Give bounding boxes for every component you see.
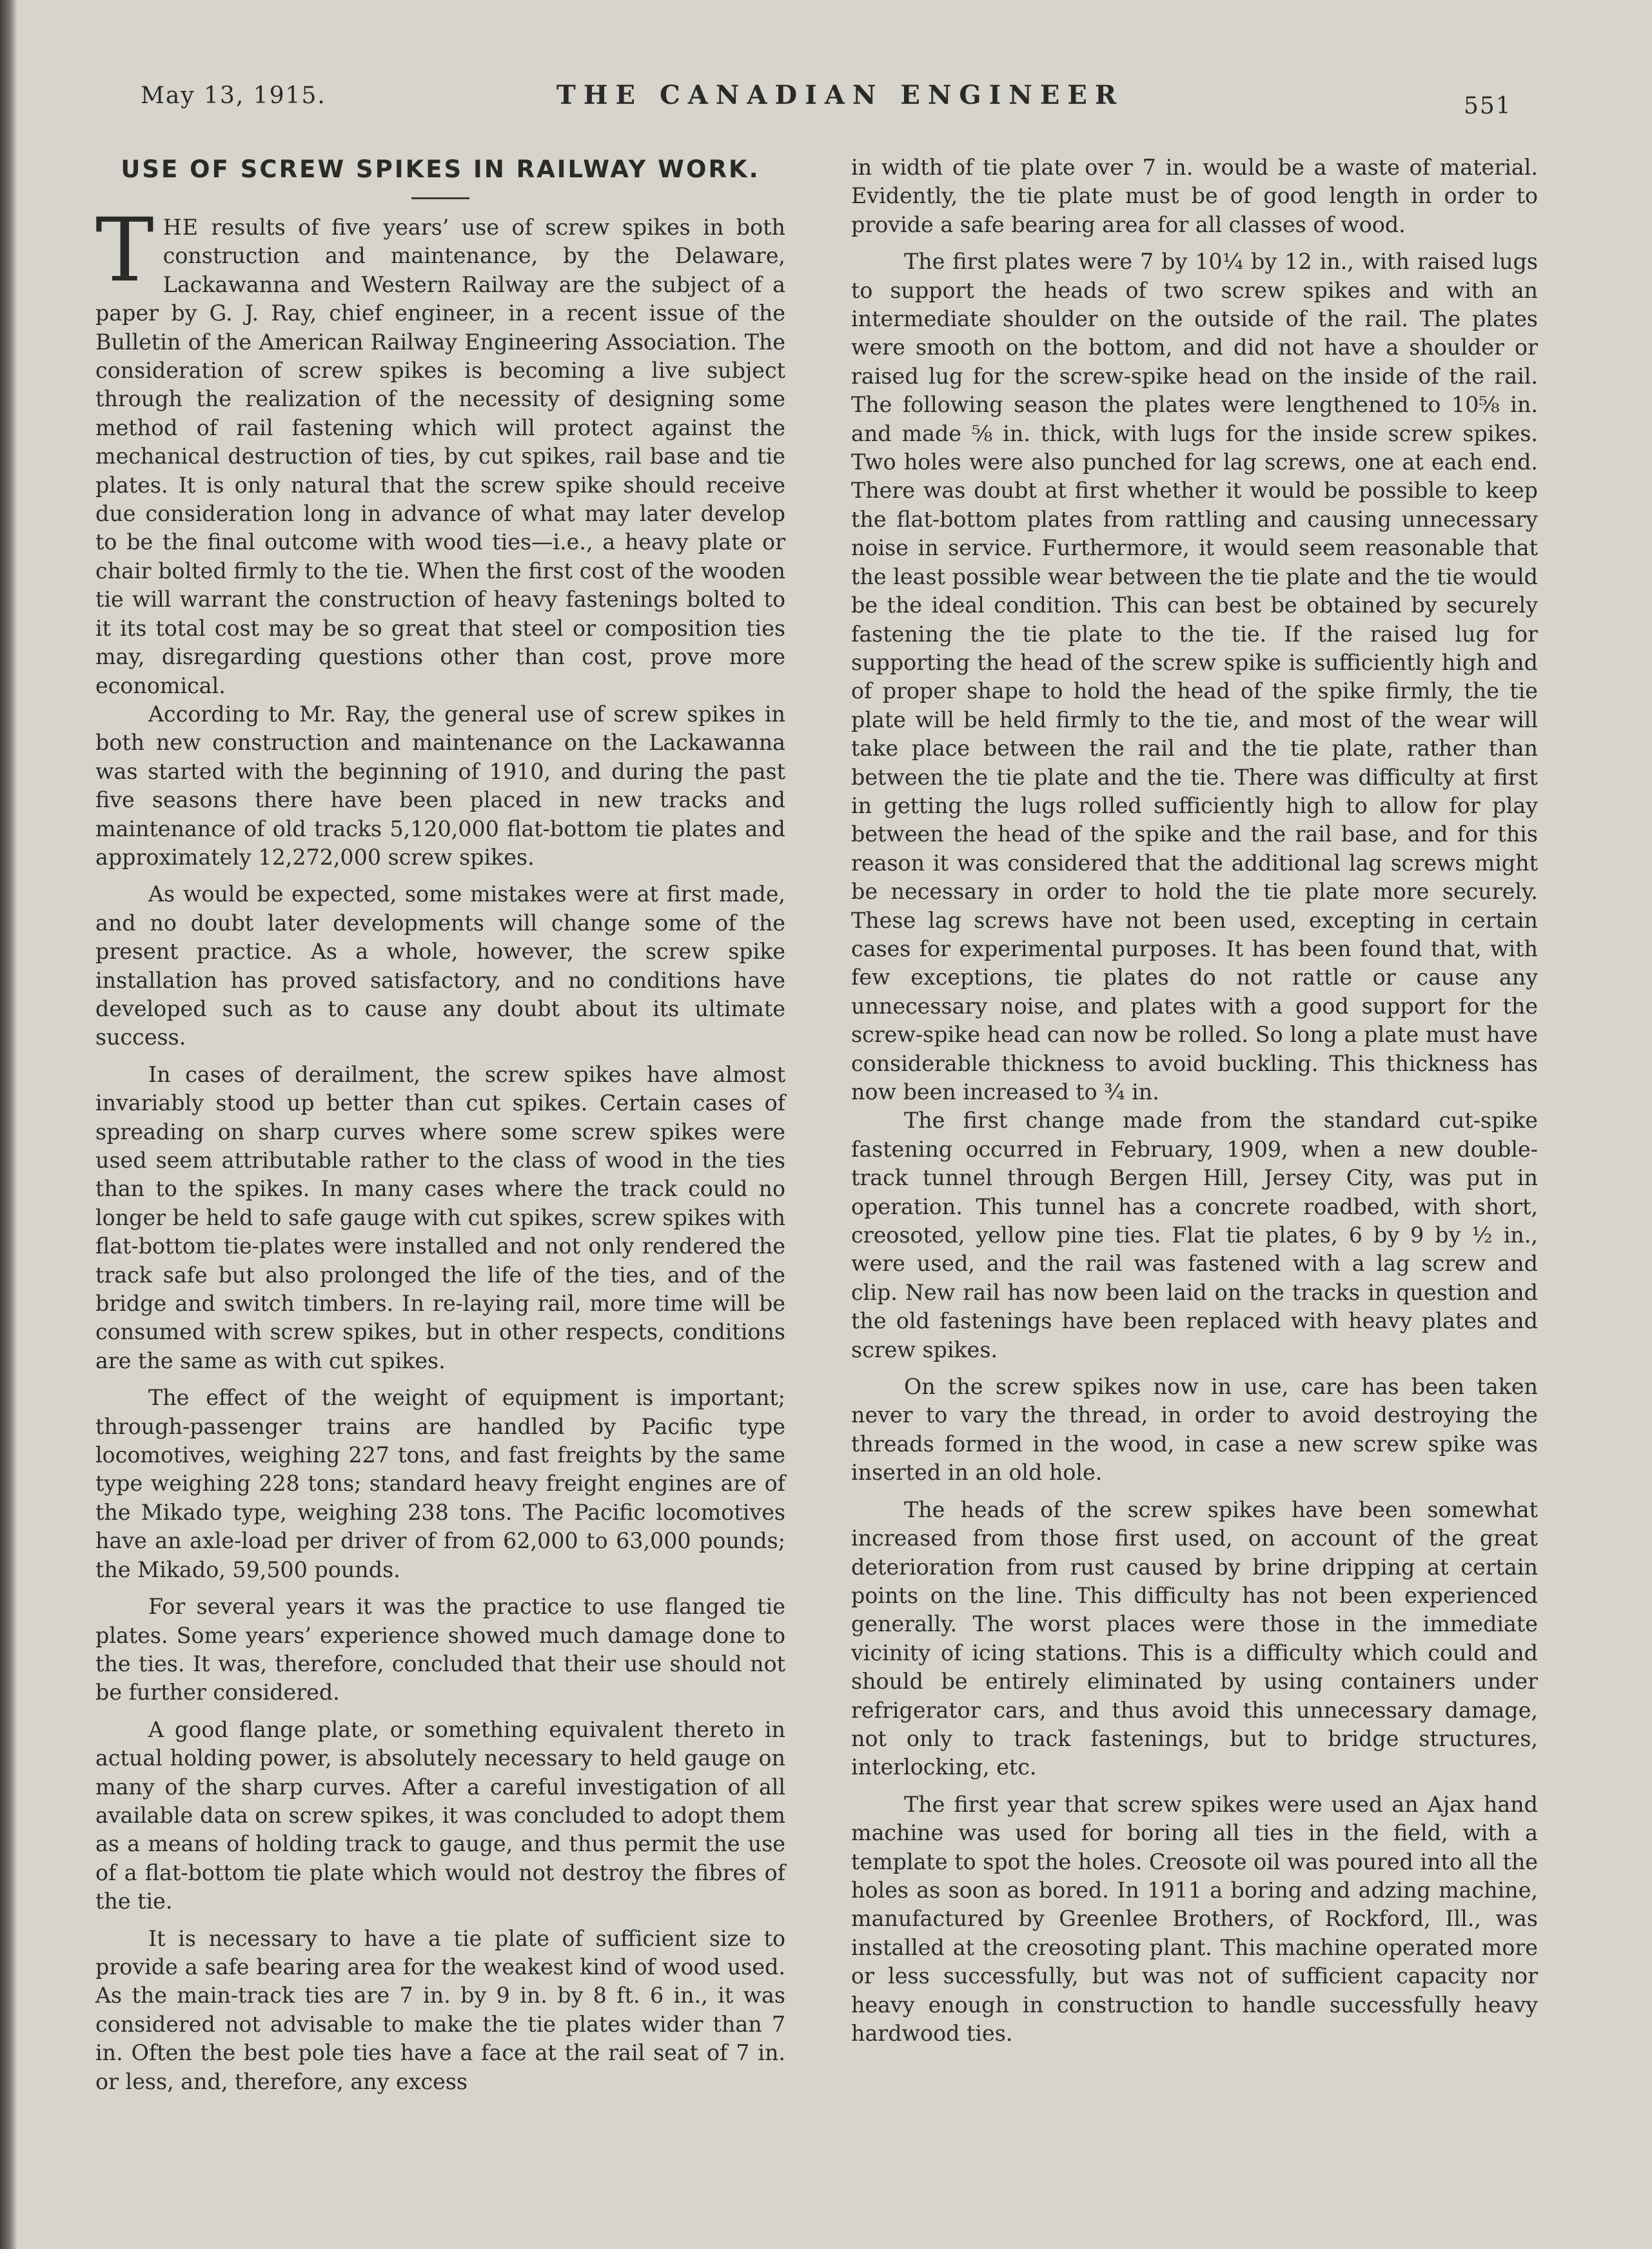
article-paragraph: For several years it was the practice to use flanged tie plates. Some years’ experience showed much damage done to the ties. It was, therefore, concluded that their use should not be further considered. (95, 1594, 785, 1705)
journal-title: THE CANADIAN ENGINEER (556, 80, 1125, 110)
article-paragraph: The first change made from the standard cut-spike fastening occurred in February, 1909, when a new double-track tunnel through Bergen Hill, Jersey City, was put in operation. This tunnel has a concrete roadbed, with short, creosoted, yellow pine ties. Flat tie plates, 6 by 9 by ½ in., were used, and the rail was fastened with a lag screw and clip. New rail has now been laid on the tracks in question and the old fastenings have been replaced with heavy plates and screw spikes. (851, 1108, 1538, 1362)
article-paragraph: The effect of the weight of equipment is important; through-passenger trains are handled by Pacific type locomotives, weighing 227 tons, and fast freights by the same type weighing 228 tons; standard heavy freight engines are of the Mikado type, weighing 238 tons. The Pacific locomotives have an axle-load per driver of from 62,000 to 63,000 pounds; the Mikado, 59,500 pounds. (95, 1385, 785, 1582)
left-column (95, 153, 785, 2096)
article-paragraph: The first plates were 7 by 10¼ by 12 in., with raised lugs to support the heads of two screw spikes and with an intermediate shoulder on the outside of the rail. The plates were smooth on the bottom, and did not have a shoulder or raised lug for the screw-spike head on the inside of the rail. The following season the plates were lengthened to 10⅝ in. and made ⅝ in. thick, with lugs for the inside screw spikes. Two holes were also punched for lag screws, one at each end. There was doubt at first whether it would be possible to keep the flat-bottom plates from rattling and causing unnecessary noise in service. Furthermore, it would seem reasonable that the least possible wear between the tie plate and the tie would be the ideal condition. This can best be obtained by securely fastening the tie plate to the tie. If the raised lug for supporting the head of the screw spike is sufficiently high and of proper shape to hold the head of the spike firmly, the tie plate will be held firmly to the tie, and most of the wear will take place between the rail and the tie plate, rather than between the tie plate and the tie. There was difficulty at first in getting the lugs rolled sufficiently high to allow for play between the head of the spike and the rail base, and for this reason it was considered that the additional lag screws might be necessary in order to hold the tie plate more securely. These lag screws have not been used, excepting in certain cases for experimental purposes. It has been found that, with few exceptions, tie plates do not rattle or cause any unnecessary noise, and plates with a good support for the screw-spike head can now be rolled. So long a plate must have considerable thickness to avoid buckling. This thickness has now been increased to ¾ in. (851, 249, 1538, 1105)
article-paragraph: in width of tie plate over 7 in. would be a waste of material. Evidently, the tie plate must be of good length in order to provide a safe bearing area for all classes of wood. (851, 155, 1538, 237)
page-number: 551 (1464, 93, 1512, 119)
issue-date: May 13, 1915. (141, 83, 326, 109)
article-paragraph (95, 200, 785, 700)
title-rule (411, 197, 469, 199)
article-paragraph: It is necessary to have a tie plate of sufficient size to provide a safe bearing area for the weakest kind of wood used. As the main-track ties are 7 in. by 9 in. by 8 ft. 6 in., it was considered not advisable to make the tie plates wider than 7 in. Often the best pole ties have a face at the rail seat of 7 in. or less, and, therefore, any excess (95, 1925, 785, 2094)
article-paragraph: According to Mr. Ray, the general use of screw spikes in both new construction and maintenance on the Lackawanna was started with the beginning of 1910, and during the past five seasons there have been placed in new tracks and maintenance of old tracks 5,120,000 flat-bottom tie plates and approximately 12,272,000 screw spikes. (95, 701, 785, 870)
article-paragraph: The heads of the screw spikes have been somewhat increased from those first used, on account of the great deterioration from rust caused by brine dripping at certain points on the line. This difficulty has not been experienced generally. The worst places were those in the immediate vicinity of icing stations. This is a difficulty which could and should be entirely eliminated by using containers under refrigerator cars, and thus avoid this unnecessary damage, not only to track fastenings, but to bridge structures, interlocking, etc. (851, 1497, 1538, 1780)
right-column (851, 153, 1538, 2048)
drop-cap: T (95, 200, 154, 302)
page-spine-shadow (0, 0, 17, 2249)
paragraph-text: results of five years’ use of screw spikes in both construction and maintenance, by the Delaware, Lackawanna and Western Railway are the subject of a paper by G. J. Ray, chief engineer, in a recent issue of the Bulletin of the American Railway Engineering Association. The consideration of screw spikes is becoming a live subject through the realization of the necessity of designing some method of rail fastening which will protect against the mechanical destruction of ties, by cut spikes, rail base and tie plates. It is only natural that the screw spike should receive due consideration long in advance of what may later develop to be the final outcome with wood ties—i.e., a heavy plate or chair bolted firmly to the tie. When the first cost of the wooden tie will warrant the construction of heavy fastenings bolted to it its total cost may be so great that steel or composition ties may, disregarding questions other than cost, prove more economical. (95, 215, 785, 698)
first-word-rest: HE (162, 215, 199, 240)
article-title: USE OF SCREW SPIKES IN RAILWAY WORK. (121, 155, 760, 183)
article-paragraph: As would be expected, some mistakes were at first made, and no doubt later developments will change some of the present practice. As a whole, however, the screw spike installation has proved satisfactory, and no conditions have developed such as to cause any doubt about its ultimate success. (95, 881, 785, 1050)
article-paragraph: A good flange plate, or something equivalent thereto in actual holding power, is absolutely necessary to held gauge on many of the sharp curves. After a careful investigation of all available data on screw spikes, it was concluded to adopt them as a means of holding track to gauge, and thus permit the use of a flat-bottom tie plate which would not destroy the fibres of the tie. (95, 1716, 785, 1914)
article-paragraph: On the screw spikes now in use, care has been taken never to vary the thread, in order to avoid destroying the threads formed in the wood, in case a new screw spike was inserted in an old hole. (851, 1374, 1538, 1486)
article-paragraph: The first year that screw spikes were used an Ajax hand machine was used for boring all ties in the field, with a template to spot the holes. Creosote oil was poured into all the holes as soon as bored. In 1911 a boring and adzing machine, manufactured by Greenlee Brothers, of Rockford, Ill., was installed at the creosoting plant. This machine operated more or less successfully, but was not of sufficient capacity nor heavy enough in construction to handle successfully heavy hardwood ties. (851, 1791, 1538, 2046)
page-header (141, 77, 1546, 123)
article-paragraph: In cases of derailment, the screw spikes have almost invariably stood up better than cut spikes. Certain cases of spreading on sharp curves where some screw spikes were used seem attributable rather to the class of wood in the ties than to the spikes. In many cases where the track could no longer be held to safe gauge with cut spikes, screw spikes with flat-bottom tie-plates were installed and not only rendered the track safe but also prolonged the life of the ties, and of the bridge and switch timbers. In re-laying rail, more time will be consumed with screw spikes, but in other respects, conditions are the same as with cut spikes. (95, 1061, 785, 1373)
